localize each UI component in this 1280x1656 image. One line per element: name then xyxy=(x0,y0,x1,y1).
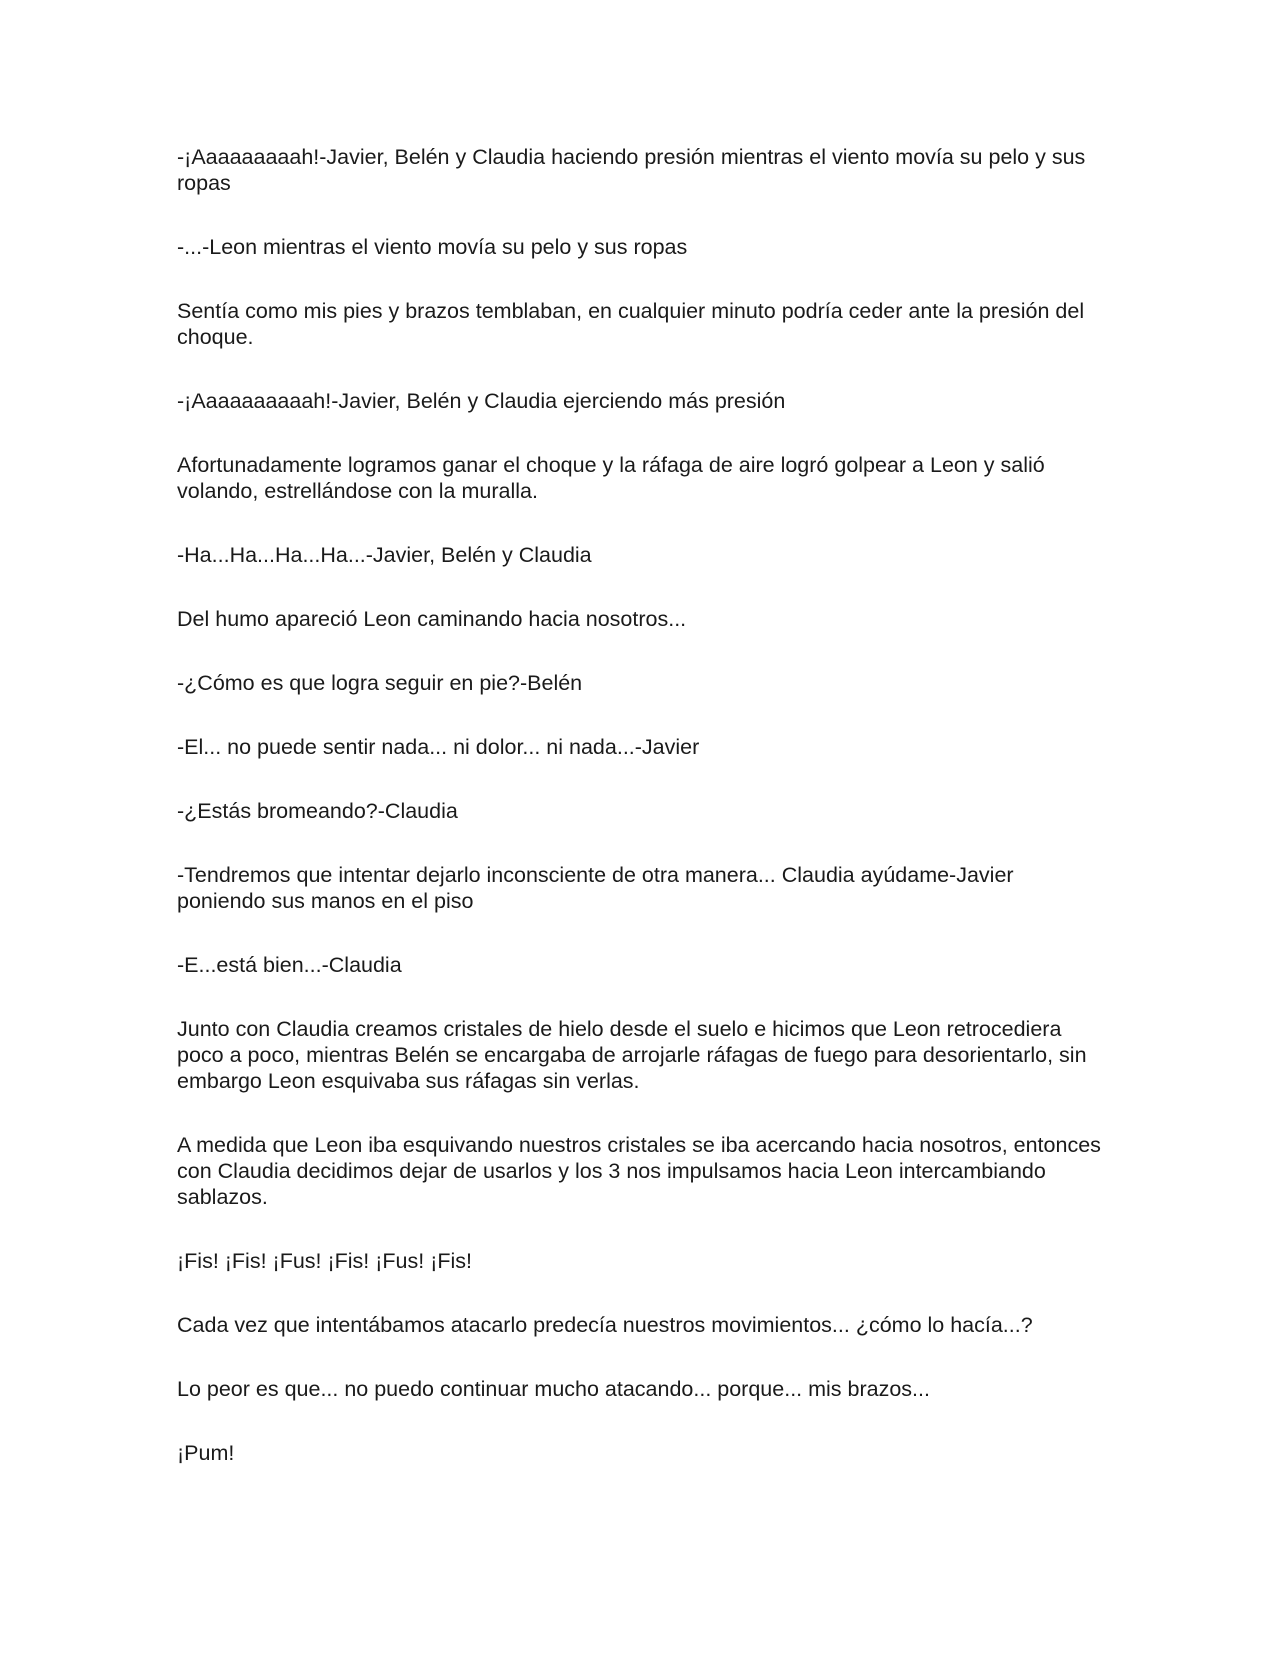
paragraph-8: -¿Cómo es que logra seguir en pie?-Belén xyxy=(177,671,583,695)
paragraph-12: -E...está bien...-Claudia xyxy=(177,953,402,977)
paragraph-11: -Tendremos que intentar dejarlo inconsciente de otra manera... Claudia ayúdame-Javier poniendo sus manos en el piso xyxy=(177,863,1014,913)
paragraph-7: Del humo apareció Leon caminando hacia nosotros... xyxy=(177,607,687,631)
paragraph-2: -...-Leon mientras el viento movía su pelo y sus ropas xyxy=(177,235,688,259)
paragraph-16: Cada vez que intentábamos atacarlo predecía nuestros movimientos... ¿cómo lo hacía...? xyxy=(177,1313,1033,1337)
paragraph-15: ¡Fis! ¡Fis! ¡Fus! ¡Fis! ¡Fus! ¡Fis! xyxy=(177,1249,472,1273)
document-body xyxy=(177,144,1107,1504)
paragraph-9: -El... no puede sentir nada... ni dolor... ni nada...-Javier xyxy=(177,735,700,759)
paragraph-6: -Ha...Ha...Ha...Ha...-Javier, Belén y Claudia xyxy=(177,543,592,567)
paragraph-4: -¡Aaaaaaaaaah!-Javier, Belén y Claudia ejerciendo más presión xyxy=(177,389,786,413)
paragraph-14: A medida que Leon iba esquivando nuestros cristales se iba acercando hacia nosotros, entonces con Claudia decidimos dejar de usarlos y los 3 nos impulsamos hacia Leon intercambiando sablazos. xyxy=(177,1133,1101,1209)
paragraph-17: Lo peor es que... no puedo continuar mucho atacando... porque... mis brazos... xyxy=(177,1377,930,1401)
paragraph-1: -¡Aaaaaaaaah!-Javier, Belén y Claudia haciendo presión mientras el viento movía su pelo y sus ropas xyxy=(177,145,1086,195)
paragraph-5: Afortunadamente logramos ganar el choque y la ráfaga de aire logró golpear a Leon y salió volando, estrellándose con la muralla. xyxy=(177,453,1045,503)
paragraph-18: ¡Pum! xyxy=(177,1441,235,1465)
paragraph-13: Junto con Claudia creamos cristales de hielo desde el suelo e hicimos que Leon retrocediera poco a poco, mientras Belén se encargaba de arrojarle ráfagas de fuego para desorientarlo, sin embargo Leon esquivaba sus ráfagas sin verlas. xyxy=(177,1017,1087,1093)
paragraph-10: -¿Estás bromeando?-Claudia xyxy=(177,799,458,823)
paragraph-3: Sentía como mis pies y brazos temblaban, en cualquier minuto podría ceder ante la presión del choque. xyxy=(177,299,1085,349)
